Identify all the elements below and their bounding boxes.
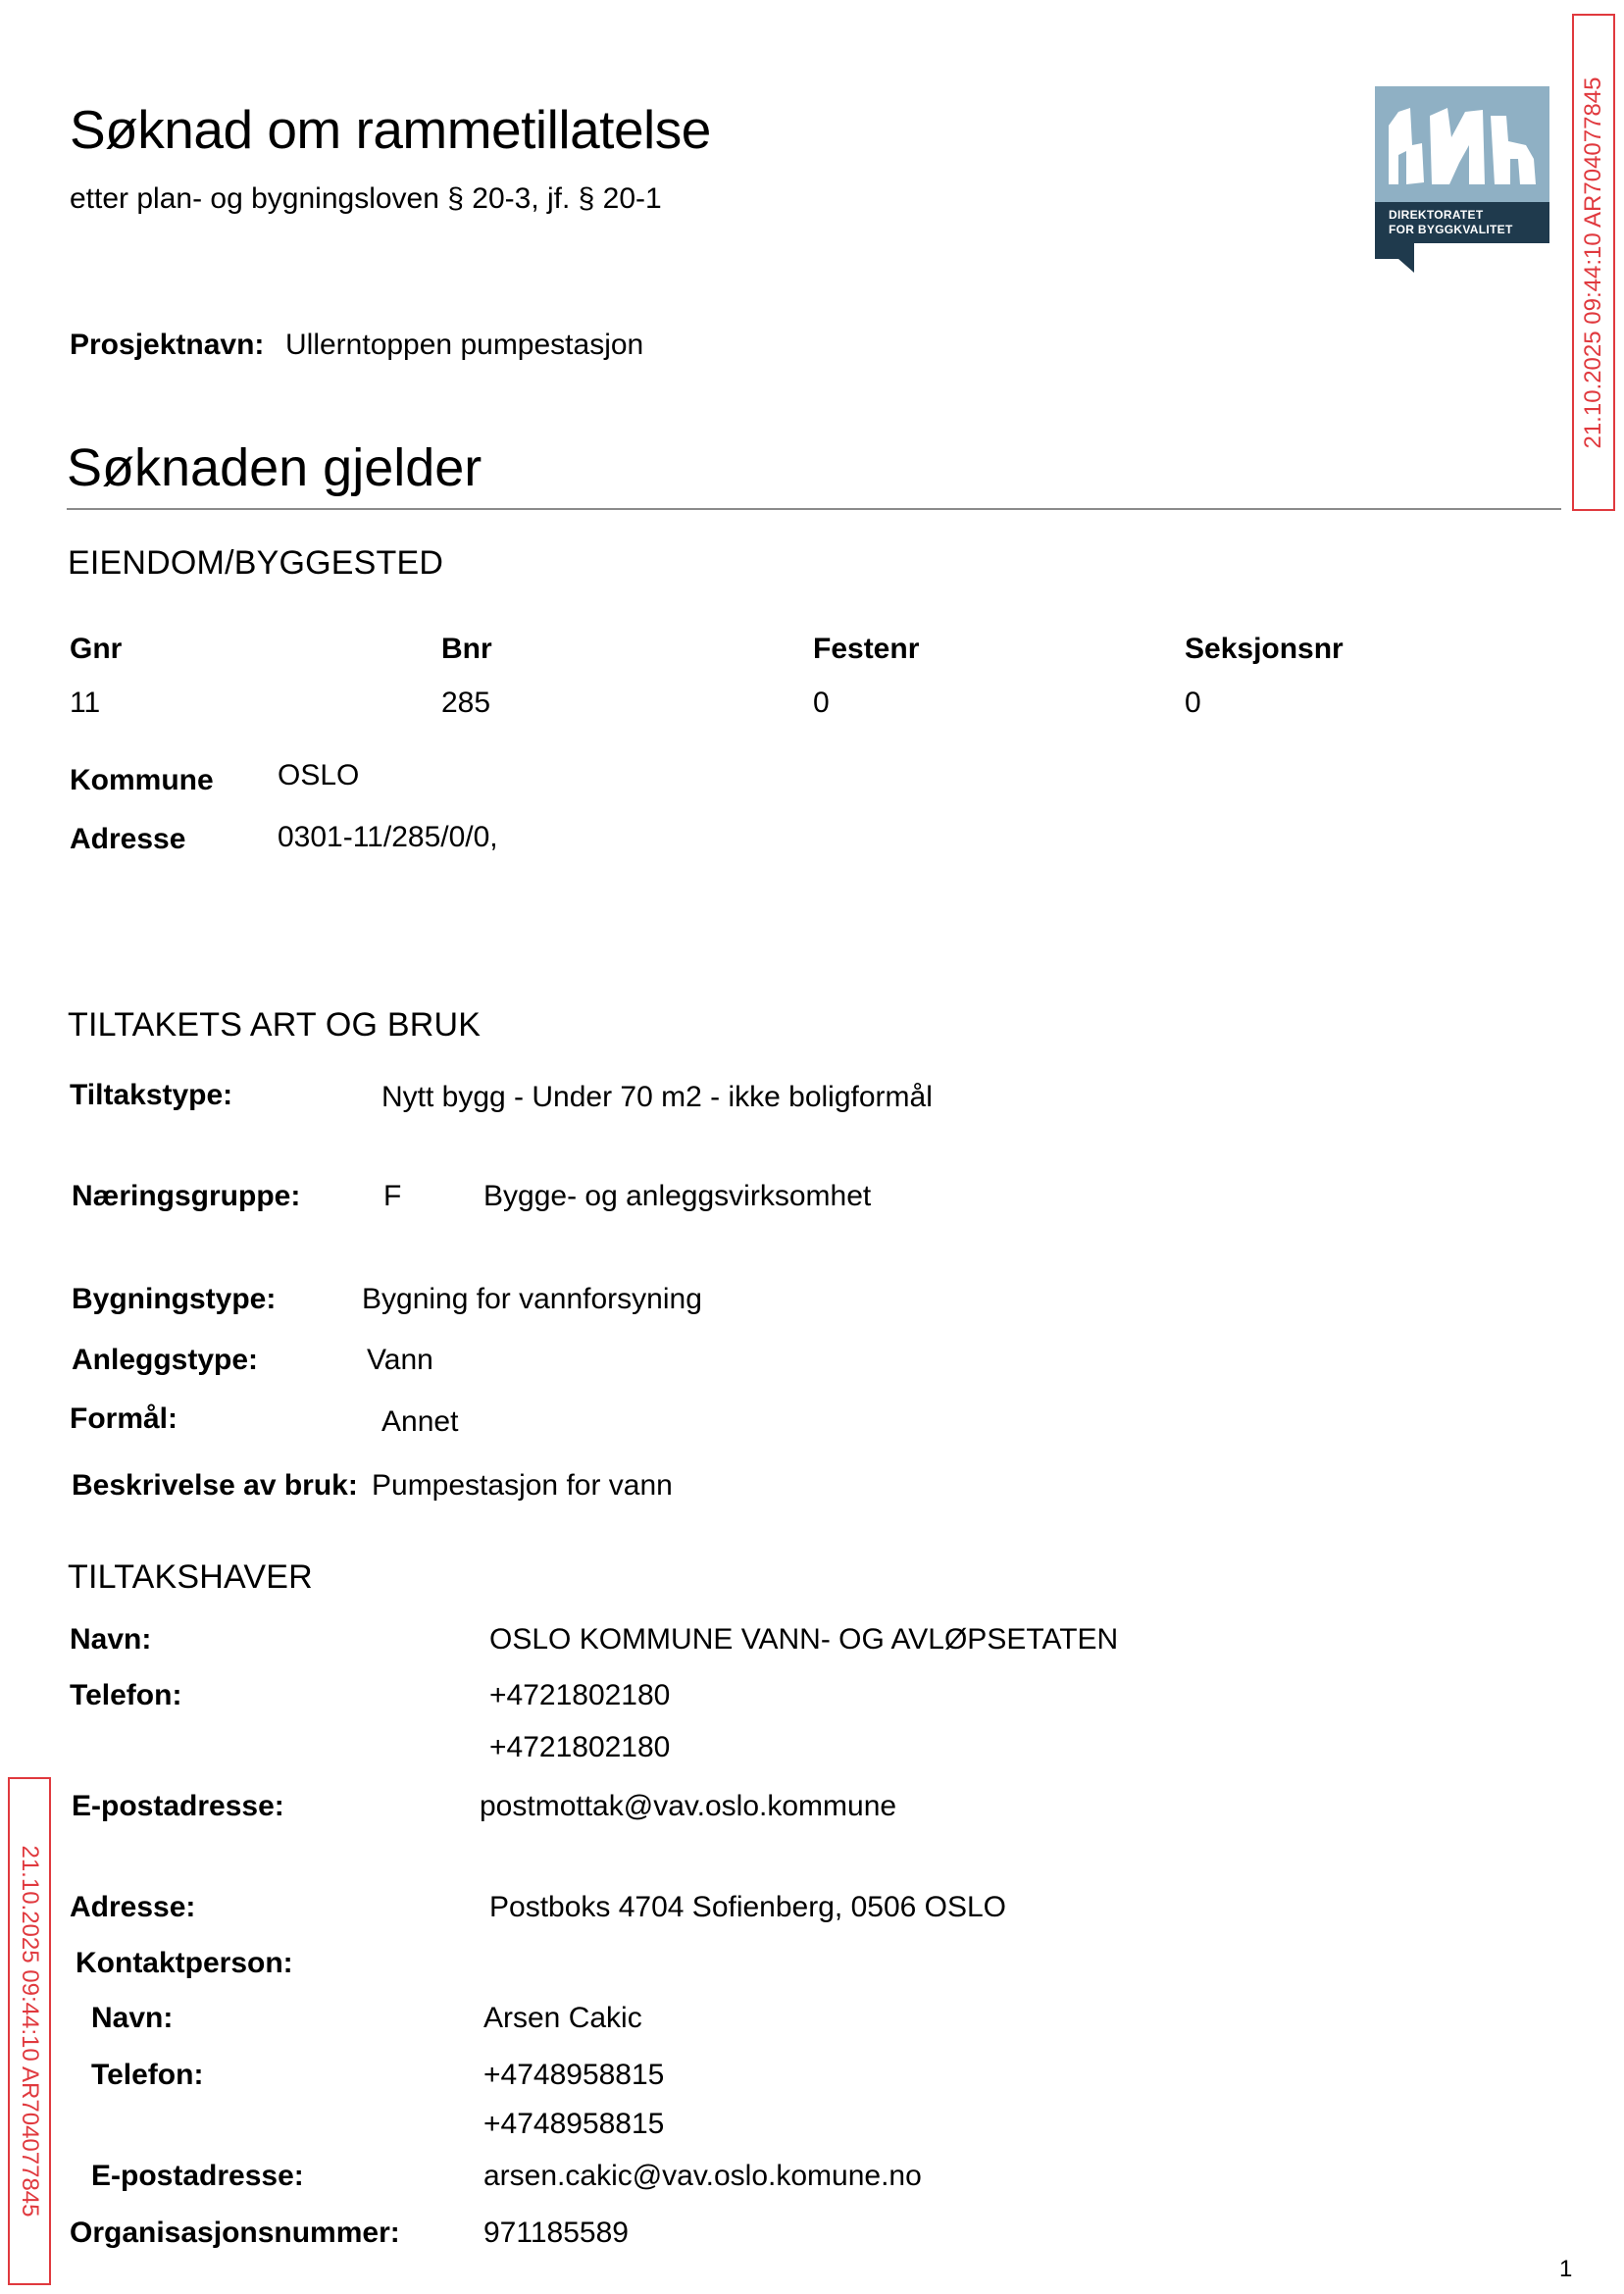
adresse-value: 0301-11/285/0/0, [278,821,498,853]
owner-section-heading: TILTAKSHAVER [68,1558,313,1596]
seksjonsnr-label: Seksjonsnr [1185,633,1344,665]
owner-telefon-value-1: +4721802180 [489,1679,671,1711]
beskrivelse-value: Pumpestasjon for vann [372,1469,673,1502]
property-section-heading: EIENDOM/BYGGESTED [68,544,444,582]
naeringsgruppe-label: Næringsgruppe: [72,1180,301,1212]
anleggstype-value: Vann [367,1344,433,1376]
receipt-stamp-bottom: 21.10.2025 09:44:10 AR704077845 [8,1777,51,2285]
owner-epost-label: E-postadresse: [72,1790,284,1822]
bygningstype-value: Bygning for vannforsyning [362,1283,702,1315]
contact-navn-label: Navn: [91,2002,174,2034]
tiltakstype-value: Nytt bygg - Under 70 m2 - ikke boligformål [381,1081,933,1113]
beskrivelse-label: Beskrivelse av bruk: [72,1469,358,1502]
bnr-value: 285 [441,687,491,719]
receipt-stamp-top: 21.10.2025 09:44:10 AR704077845 [1572,14,1615,511]
formal-label: Formål: [70,1402,178,1435]
owner-adresse-value: Postboks 4704 Sofienberg, 0506 OSLO [489,1891,1007,1923]
dibk-logo-icon [1375,86,1549,273]
document-subtitle: etter plan- og bygningsloven § 20-3, jf. § 20-1 [70,182,662,215]
page-number: 1 [1559,2256,1573,2282]
logo-text: DIREKTORATET FOR BYGGKVALITET [1389,208,1513,236]
naeringsgruppe-code: F [383,1180,402,1212]
tiltakstype-label: Tiltakstype: [70,1079,233,1111]
gnr-label: Gnr [70,633,123,665]
formal-value: Annet [381,1405,459,1438]
seksjonsnr-value: 0 [1185,687,1201,719]
contact-person-label: Kontaktperson: [76,1947,293,1979]
contact-telefon-value-2: +4748958815 [483,2108,665,2140]
gnr-value: 11 [70,687,101,719]
bnr-label: Bnr [441,633,492,665]
owner-epost-value: postmottak@vav.oslo.kommune [480,1790,897,1822]
org-number-value: 971185589 [483,2217,629,2249]
application-heading: Søknaden gjelder [67,438,482,497]
document-title: Søknad om rammetillatelse [70,99,711,160]
dibk-logo [1375,86,1549,273]
project-name-value: Ullerntoppen pumpestasjon [285,329,644,361]
contact-epost-label: E-postadresse: [91,2160,304,2192]
owner-navn-value: OSLO KOMMUNE VANN- OG AVLØPSETATEN [489,1623,1119,1656]
owner-adresse-label: Adresse: [70,1891,196,1923]
kommune-value: OSLO [278,759,360,791]
anleggstype-label: Anleggstype: [72,1344,259,1376]
owner-telefon-value-2: +4721802180 [489,1731,671,1763]
heading-divider [67,508,1561,510]
measure-section-heading: TILTAKETS ART OG BRUK [68,1006,482,1044]
contact-telefon-value-1: +4748958815 [483,2059,665,2091]
kommune-label: Kommune [70,764,214,796]
adresse-label: Adresse [70,823,186,855]
owner-navn-label: Navn: [70,1623,152,1656]
project-name-label: Prosjektnavn: [70,329,265,361]
naeringsgruppe-value: Bygge- og anleggsvirksomhet [483,1180,872,1212]
contact-telefon-label: Telefon: [91,2059,204,2091]
contact-navn-value: Arsen Cakic [483,2002,642,2034]
festenr-value: 0 [813,687,830,719]
bygningstype-label: Bygningstype: [72,1283,277,1315]
org-number-label: Organisasjonsnummer: [70,2217,400,2249]
contact-epost-value: arsen.cakic@vav.oslo.komune.no [483,2160,922,2192]
festenr-label: Festenr [813,633,920,665]
owner-telefon-label: Telefon: [70,1679,182,1711]
